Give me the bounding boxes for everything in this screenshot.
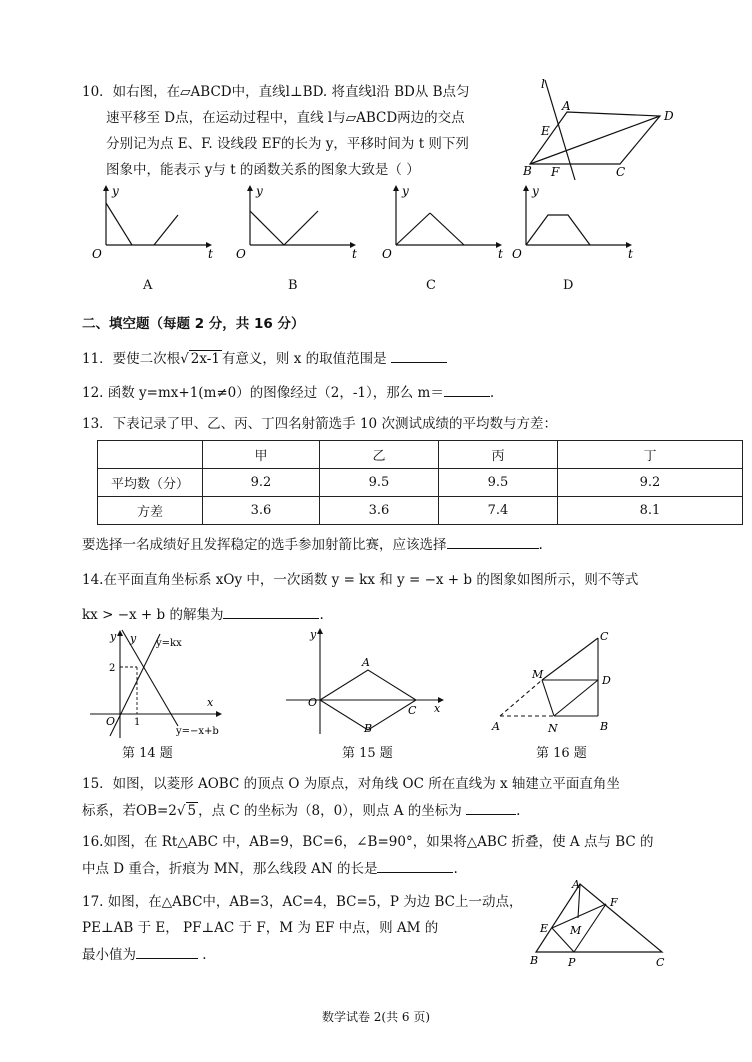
q15-answer-blank[interactable] <box>466 800 516 815</box>
svg-text:N: N <box>548 722 558 735</box>
svg-text:M: M <box>532 668 544 681</box>
svg-text:2: 2 <box>109 663 116 674</box>
option-b-label: B <box>288 278 298 293</box>
q14-answer-blank[interactable] <box>223 604 319 619</box>
q10-graph-d <box>508 185 638 265</box>
svg-text:y: y <box>532 185 539 198</box>
svg-text:E: E <box>540 922 549 935</box>
q12: 12. 函数 y=mx+1(m≠0）的图像经过（2，-1），那么 m＝ . <box>82 382 494 403</box>
svg-text:O: O <box>382 247 392 261</box>
svg-text:B: B <box>530 954 539 967</box>
q17-line3: 最小值为 . <box>82 944 207 965</box>
q10-graph-c <box>378 185 508 265</box>
svg-text:t: t <box>352 247 357 261</box>
svg-text:O: O <box>308 696 318 709</box>
label-C: C <box>616 165 626 179</box>
svg-text:t: t <box>628 247 633 261</box>
label-D: D <box>664 109 674 123</box>
svg-text:y: y <box>256 185 263 198</box>
q17-line2: PE⊥AB 于 E， PF⊥AC 于 F，M 为 EF 中点，则 AM 的 <box>82 920 439 936</box>
q11-answer-blank[interactable] <box>391 348 447 363</box>
svg-text:O: O <box>512 247 522 261</box>
svg-text:x: x <box>434 702 441 715</box>
q16-answer-blank[interactable] <box>377 858 453 873</box>
svg-text:O: O <box>92 247 102 261</box>
q13-answer-blank[interactable] <box>447 534 539 549</box>
svg-text:P: P <box>568 956 576 969</box>
svg-text:C: C <box>656 956 665 969</box>
svg-text:B: B <box>600 720 609 733</box>
svg-text:y: y <box>402 185 409 198</box>
q13-table: 甲 乙 丙 丁 平均数（分） 9.2 9.5 9.5 9.2 方差 3.6 3.6 7.4 8.1 <box>97 440 743 525</box>
q14-line2: kx > −x + b 的解集为 . <box>82 604 324 625</box>
svg-text:t: t <box>498 247 503 261</box>
svg-text:y: y <box>112 185 119 198</box>
q10-parallelogram-figure <box>515 72 675 182</box>
svg-text:x: x <box>207 696 214 709</box>
q15-line2: 标系，若OB=2√ 5 ，点 C 的坐标为（8，0），则点 A 的坐标为 . <box>82 800 520 821</box>
q17-answer-blank[interactable] <box>136 944 198 959</box>
svg-text:1: 1 <box>134 717 141 728</box>
svg-text:A: A <box>492 720 500 733</box>
option-d-label: D <box>563 278 574 293</box>
svg-text:y: y <box>110 630 117 643</box>
q10-line1: 10．如右图，在▱ABCD中，直线l⊥BD. 将直线l沿 BD从 B点匀 <box>82 84 470 100</box>
q10-line4: 图象中，能表示 y与 t 的函数关系的图象大致是（ ） <box>106 162 420 178</box>
q15-caption: 第 15 题 <box>342 746 393 761</box>
q10-line3: 分别记为点 E、F. 设线段 EF的长为 y，平移时间为 t 则下列 <box>106 136 469 152</box>
q14-line1: 14.在平面直角坐标系 xOy 中，一次函数 y = kx 和 y = −x + b 的图象如图所示，则不等式 <box>82 572 639 588</box>
svg-text:B: B <box>364 722 373 735</box>
svg-text:y: y <box>130 632 137 645</box>
q12-answer-blank[interactable] <box>444 382 490 397</box>
q13-text: 13．下表记录了甲、乙、丙、丁四名射箭选手 10 次测试成绩的平均数与方差： <box>82 416 557 432</box>
q17-line1: 17. 如图，在△ABC中，AB=3，AC=4，BC=5，P 为边 BC上一动点， <box>82 894 523 910</box>
q16-line2: 中点 D 重合，折痕为 MN，那么线段 AN 的长是 . <box>82 858 458 879</box>
svg-text:y=−x+b: y=−x+b <box>176 726 219 737</box>
q14-caption: 第 14 题 <box>122 746 173 761</box>
option-c-label: C <box>426 278 436 293</box>
q10-graph-b <box>232 185 362 265</box>
svg-text:D: D <box>602 674 611 687</box>
q17-figure <box>524 876 674 972</box>
q10-line2: 速平移至 D点，在运动过程中，直线 l与▱ABCD两边的交点 <box>106 110 465 126</box>
option-a-label: A <box>143 278 153 293</box>
q16-figure <box>488 628 618 738</box>
svg-text:y=kx: y=kx <box>156 638 182 649</box>
svg-text:A: A <box>572 878 580 891</box>
q10-graph-a <box>88 185 218 265</box>
svg-text:C: C <box>408 704 417 717</box>
svg-text:M: M <box>570 924 582 937</box>
svg-text:O: O <box>236 247 246 261</box>
label-l: l <box>541 77 545 91</box>
svg-text:y: y <box>310 628 317 641</box>
q16-line1: 16.如图，在 Rt△ABC 中，AB=9，BC=6，∠B=90°，如果将△ABC 折叠，使 A 点与 BC 的 <box>82 834 654 850</box>
q15-line1: 15．如图，以菱形 AOBC 的顶点 O 为原点，对角线 OC 所在直线为 x 轴建立平面直角坐 <box>82 776 620 792</box>
page-footer: 数学试卷 2(共 6 页) <box>321 1010 431 1024</box>
label-E: E <box>541 124 550 138</box>
svg-text:A: A <box>362 656 370 669</box>
q11: 11．要使二次根√ 2x-1 有意义，则 x 的取值范围是 <box>82 348 447 369</box>
label-F: F <box>551 165 560 179</box>
label-B: B <box>523 164 532 178</box>
label-A: A <box>562 99 571 113</box>
q16-caption: 第 16 题 <box>536 746 587 761</box>
q13-after: 要选择一名成绩好且发挥稳定的选手参加射箭比赛，应该选择 . <box>82 534 543 555</box>
q15-figure <box>282 626 448 738</box>
svg-text:O: O <box>106 715 116 728</box>
svg-text:t: t <box>208 247 213 261</box>
svg-text:C: C <box>600 630 609 643</box>
svg-text:F: F <box>610 896 618 909</box>
section-title: 二、填空题（每题 2 分，共 16 分） <box>82 316 305 332</box>
q14-figure <box>82 628 222 740</box>
